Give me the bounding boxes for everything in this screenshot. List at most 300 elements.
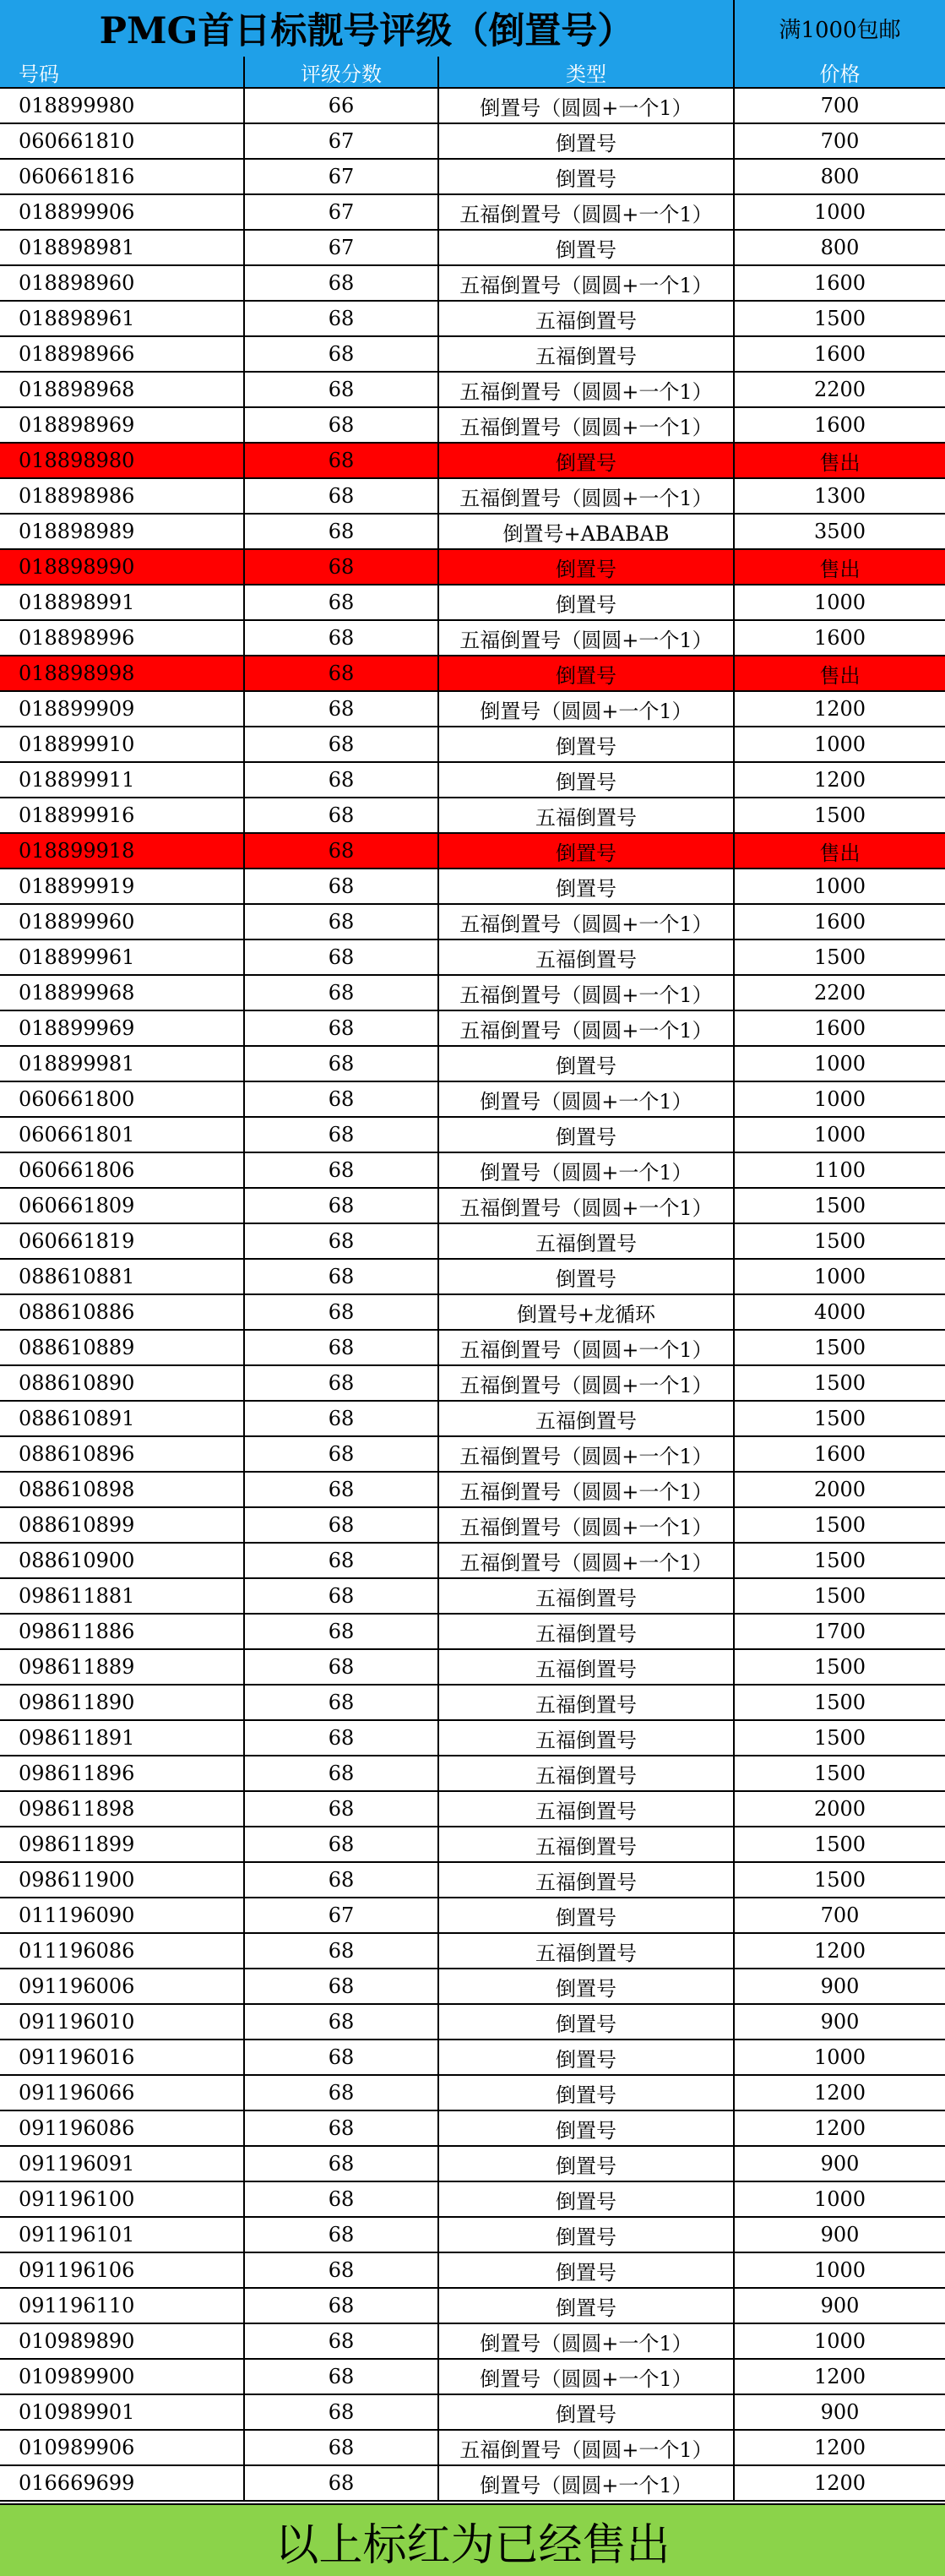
cell-price: 800 — [735, 160, 945, 195]
cell-type: 五福倒置号 — [439, 1756, 735, 1792]
cell-type: 倒置号 — [439, 1898, 735, 1934]
cell-type: 五福倒置号 — [439, 940, 735, 976]
footer-note: 以上标红为已经售出 — [0, 2503, 945, 2576]
cell-number: 011196090 — [0, 1898, 245, 1934]
cell-type: 倒置号 — [439, 2040, 735, 2076]
table-row — [0, 763, 945, 798]
table-row — [0, 160, 945, 195]
cell-number: 088610891 — [0, 1402, 245, 1437]
table-row — [0, 231, 945, 266]
cell-type: 倒置号 — [439, 2111, 735, 2147]
table-row — [0, 2253, 945, 2289]
cell-number: 018898980 — [0, 444, 245, 479]
cell-type: 倒置号 — [439, 869, 735, 905]
table-row — [0, 727, 945, 763]
cell-number: 091196006 — [0, 1969, 245, 2005]
cell-type: 倒置号（圆圆+一个1） — [439, 2466, 735, 2502]
cell-score: 68 — [245, 1792, 439, 1827]
cell-price: 1600 — [735, 266, 945, 302]
cell-type: 倒置号 — [439, 1047, 735, 1082]
cell-price: 900 — [735, 2289, 945, 2324]
cell-type: 倒置号 — [439, 2076, 735, 2111]
cell-score: 68 — [245, 1934, 439, 1969]
cell-score: 68 — [245, 1224, 439, 1260]
cell-number: 018899960 — [0, 905, 245, 940]
cell-type: 五福倒置号 — [439, 1686, 735, 1721]
cell-score: 68 — [245, 1295, 439, 1331]
cell-price: 1500 — [735, 1721, 945, 1756]
cell-price: 1500 — [735, 302, 945, 337]
cell-price: 售出 — [735, 656, 945, 692]
cell-price: 1500 — [735, 1579, 945, 1615]
cell-number: 088610890 — [0, 1366, 245, 1402]
cell-price: 1500 — [735, 1650, 945, 1686]
cell-type: 五福倒置号 — [439, 1863, 735, 1898]
cell-price: 1200 — [735, 2111, 945, 2147]
cell-number: 010989906 — [0, 2431, 245, 2466]
cell-type: 五福倒置号（圆圆+一个1） — [439, 195, 735, 231]
table-row — [0, 550, 945, 585]
cell-number: 018899910 — [0, 727, 245, 763]
cell-type: 倒置号+龙循环 — [439, 1295, 735, 1331]
cell-type: 五福倒置号 — [439, 1934, 735, 1969]
table-row — [0, 1189, 945, 1224]
cell-type: 倒置号 — [439, 444, 735, 479]
header-number: 号码 — [0, 57, 245, 89]
table-row — [0, 1473, 945, 1508]
cell-type: 五福倒置号（圆圆+一个1） — [439, 1011, 735, 1047]
cell-type: 倒置号（圆圆+一个1） — [439, 1153, 735, 1189]
cell-type: 五福倒置号 — [439, 1579, 735, 1615]
page-title: PMG首日标靓号评级（倒置号） — [0, 0, 735, 57]
cell-number: 018898991 — [0, 585, 245, 621]
table-row — [0, 2466, 945, 2502]
cell-price: 1500 — [735, 1366, 945, 1402]
cell-type: 五福倒置号（圆圆+一个1） — [439, 1544, 735, 1579]
cell-number: 010989890 — [0, 2324, 245, 2360]
cell-price: 2000 — [735, 1473, 945, 1508]
table-row — [0, 2111, 945, 2147]
cell-price: 1600 — [735, 1437, 945, 1473]
cell-price: 1000 — [735, 2253, 945, 2289]
cell-type: 五福倒置号（圆圆+一个1） — [439, 373, 735, 408]
cell-price: 900 — [735, 1969, 945, 2005]
cell-score: 68 — [245, 656, 439, 692]
cell-score: 68 — [245, 940, 439, 976]
cell-price: 1200 — [735, 2360, 945, 2395]
cell-score: 68 — [245, 2395, 439, 2431]
cell-type: 五福倒置号 — [439, 1402, 735, 1437]
table-row — [0, 1686, 945, 1721]
cell-number: 018899968 — [0, 976, 245, 1011]
cell-number: 018898960 — [0, 266, 245, 302]
cell-score: 68 — [245, 2324, 439, 2360]
cell-price: 1500 — [735, 1863, 945, 1898]
table-row — [0, 1437, 945, 1473]
cell-type: 五福倒置号（圆圆+一个1） — [439, 1331, 735, 1366]
cell-price: 1500 — [735, 1224, 945, 1260]
cell-type: 倒置号 — [439, 1969, 735, 2005]
cell-price: 1500 — [735, 940, 945, 976]
cell-number: 060661819 — [0, 1224, 245, 1260]
table-row — [0, 1721, 945, 1756]
table-row — [0, 1615, 945, 1650]
cell-number: 018898989 — [0, 515, 245, 550]
cell-score: 68 — [245, 798, 439, 834]
table-row — [0, 1082, 945, 1118]
cell-type: 倒置号 — [439, 2182, 735, 2218]
table-row — [0, 2076, 945, 2111]
cell-price: 3500 — [735, 515, 945, 550]
table-row — [0, 2005, 945, 2040]
cell-score: 68 — [245, 1118, 439, 1153]
table-row — [0, 195, 945, 231]
cell-type: 五福倒置号（圆圆+一个1） — [439, 1508, 735, 1544]
table-row — [0, 1650, 945, 1686]
table-row — [0, 585, 945, 621]
table-row — [0, 1402, 945, 1437]
cell-number: 091196010 — [0, 2005, 245, 2040]
cell-number: 018898969 — [0, 408, 245, 444]
cell-number: 091196101 — [0, 2218, 245, 2253]
cell-type: 五福倒置号 — [439, 798, 735, 834]
cell-number: 088610881 — [0, 1260, 245, 1295]
cell-price: 1500 — [735, 798, 945, 834]
cell-number: 088610899 — [0, 1508, 245, 1544]
cell-number: 011196086 — [0, 1934, 245, 1969]
cell-number: 018899911 — [0, 763, 245, 798]
cell-type: 倒置号 — [439, 1118, 735, 1153]
cell-number: 060661801 — [0, 1118, 245, 1153]
cell-number: 060661816 — [0, 160, 245, 195]
cell-price: 1000 — [735, 2324, 945, 2360]
cell-score: 68 — [245, 621, 439, 656]
table-row — [0, 2218, 945, 2253]
table-row — [0, 1792, 945, 1827]
cell-type: 倒置号 — [439, 2218, 735, 2253]
cell-price: 1500 — [735, 1827, 945, 1863]
cell-number: 018898968 — [0, 373, 245, 408]
cell-price: 1500 — [735, 1189, 945, 1224]
cell-score: 68 — [245, 444, 439, 479]
table-row — [0, 940, 945, 976]
cell-price: 1200 — [735, 692, 945, 727]
cell-score: 68 — [245, 2289, 439, 2324]
cell-score: 67 — [245, 231, 439, 266]
cell-price: 900 — [735, 2005, 945, 2040]
cell-score: 67 — [245, 124, 439, 160]
cell-score: 68 — [245, 1402, 439, 1437]
cell-price: 2200 — [735, 373, 945, 408]
cell-type: 倒置号（圆圆+一个1） — [439, 2324, 735, 2360]
cell-score: 68 — [245, 550, 439, 585]
cell-score: 68 — [245, 2253, 439, 2289]
cell-price: 700 — [735, 124, 945, 160]
cell-score: 68 — [245, 2360, 439, 2395]
cell-number: 018899909 — [0, 692, 245, 727]
cell-number: 018898996 — [0, 621, 245, 656]
cell-price: 700 — [735, 89, 945, 124]
cell-score: 68 — [245, 2182, 439, 2218]
cell-price: 1000 — [735, 195, 945, 231]
table-row — [0, 2431, 945, 2466]
cell-score: 68 — [245, 2147, 439, 2182]
cell-number: 098611889 — [0, 1650, 245, 1686]
cell-score: 68 — [245, 1473, 439, 1508]
cell-price: 1000 — [735, 1260, 945, 1295]
cell-price: 1500 — [735, 1331, 945, 1366]
cell-score: 68 — [245, 2218, 439, 2253]
cell-score: 68 — [245, 1082, 439, 1118]
cell-score: 68 — [245, 1047, 439, 1082]
cell-score: 68 — [245, 585, 439, 621]
cell-score: 68 — [245, 1437, 439, 1473]
table-row — [0, 337, 945, 373]
cell-price: 700 — [735, 1898, 945, 1934]
cell-type: 倒置号 — [439, 834, 735, 869]
cell-score: 68 — [245, 869, 439, 905]
cell-type: 倒置号 — [439, 2289, 735, 2324]
table-row — [0, 1331, 945, 1366]
cell-score: 68 — [245, 1686, 439, 1721]
cell-price: 1000 — [735, 2182, 945, 2218]
cell-number: 060661806 — [0, 1153, 245, 1189]
cell-number: 091196100 — [0, 2182, 245, 2218]
header-score: 评级分数 — [245, 57, 439, 89]
cell-price: 1000 — [735, 1118, 945, 1153]
table-row — [0, 1969, 945, 2005]
cell-number: 060661809 — [0, 1189, 245, 1224]
cell-type: 五福倒置号 — [439, 1615, 735, 1650]
cell-score: 68 — [245, 1827, 439, 1863]
cell-price: 1200 — [735, 2431, 945, 2466]
cell-score: 68 — [245, 834, 439, 869]
table-row — [0, 444, 945, 479]
table-row — [0, 1863, 945, 1898]
cell-number: 010989901 — [0, 2395, 245, 2431]
table-row — [0, 1366, 945, 1402]
table-row — [0, 479, 945, 515]
promo-note: 满1000包邮 — [779, 18, 901, 43]
cell-score: 68 — [245, 266, 439, 302]
cell-score: 68 — [245, 2466, 439, 2502]
cell-price: 1000 — [735, 1082, 945, 1118]
table-row — [0, 1260, 945, 1295]
table-row — [0, 2147, 945, 2182]
table-row — [0, 1898, 945, 1934]
cell-number: 098611900 — [0, 1863, 245, 1898]
cell-type: 倒置号（圆圆+一个1） — [439, 2360, 735, 2395]
cell-number: 088610898 — [0, 1473, 245, 1508]
cell-score: 68 — [245, 1260, 439, 1295]
cell-price: 售出 — [735, 834, 945, 869]
cell-number: 091196066 — [0, 2076, 245, 2111]
table-row — [0, 656, 945, 692]
table-row — [0, 2289, 945, 2324]
cell-score: 68 — [245, 692, 439, 727]
cell-number: 018899961 — [0, 940, 245, 976]
cell-price: 1500 — [735, 1686, 945, 1721]
table-row — [0, 1224, 945, 1260]
cell-number: 018898990 — [0, 550, 245, 585]
cell-type: 五福倒置号 — [439, 302, 735, 337]
cell-number: 018899919 — [0, 869, 245, 905]
cell-score: 68 — [245, 1756, 439, 1792]
cell-number: 010989900 — [0, 2360, 245, 2395]
cell-price: 900 — [735, 2395, 945, 2431]
cell-score: 68 — [245, 1579, 439, 1615]
cell-price: 800 — [735, 231, 945, 266]
cell-number: 018898986 — [0, 479, 245, 515]
cell-type: 倒置号（圆圆+一个1） — [439, 692, 735, 727]
cell-price: 1000 — [735, 1047, 945, 1082]
title-bar — [0, 0, 945, 57]
cell-score: 68 — [245, 1721, 439, 1756]
table-row — [0, 1508, 945, 1544]
table-row — [0, 515, 945, 550]
cell-score: 67 — [245, 160, 439, 195]
cell-price: 1100 — [735, 1153, 945, 1189]
cell-number: 018899906 — [0, 195, 245, 231]
cell-type: 倒置号+ABABAB — [439, 515, 735, 550]
cell-number: 091196086 — [0, 2111, 245, 2147]
cell-number: 018899980 — [0, 89, 245, 124]
cell-score: 68 — [245, 2076, 439, 2111]
cell-type: 五福倒置号（圆圆+一个1） — [439, 2431, 735, 2466]
cell-type: 五福倒置号（圆圆+一个1） — [439, 1437, 735, 1473]
cell-score: 68 — [245, 976, 439, 1011]
cell-type: 倒置号 — [439, 763, 735, 798]
cell-score: 68 — [245, 763, 439, 798]
cell-score: 68 — [245, 479, 439, 515]
cell-price: 1500 — [735, 1402, 945, 1437]
cell-type: 倒置号 — [439, 1260, 735, 1295]
cell-type: 倒置号 — [439, 656, 735, 692]
cell-price: 1500 — [735, 1508, 945, 1544]
cell-type: 倒置号 — [439, 2253, 735, 2289]
cell-type: 五福倒置号 — [439, 337, 735, 373]
cell-price: 1200 — [735, 763, 945, 798]
table-row — [0, 1295, 945, 1331]
cell-price: 1500 — [735, 1756, 945, 1792]
cell-score: 68 — [245, 727, 439, 763]
cell-number: 060661810 — [0, 124, 245, 160]
cell-number: 018899981 — [0, 1047, 245, 1082]
cell-type: 五福倒置号（圆圆+一个1） — [439, 408, 735, 444]
cell-score: 68 — [245, 1011, 439, 1047]
cell-type: 五福倒置号（圆圆+一个1） — [439, 976, 735, 1011]
cell-price: 900 — [735, 2218, 945, 2253]
cell-type: 五福倒置号（圆圆+一个1） — [439, 1189, 735, 1224]
table-row — [0, 1011, 945, 1047]
table-row — [0, 869, 945, 905]
cell-type: 倒置号（圆圆+一个1） — [439, 1082, 735, 1118]
header-type: 类型 — [439, 57, 735, 89]
cell-price: 1200 — [735, 2466, 945, 2502]
cell-price: 1200 — [735, 2076, 945, 2111]
table-row — [0, 266, 945, 302]
cell-type: 倒置号 — [439, 585, 735, 621]
cell-type: 倒置号 — [439, 124, 735, 160]
table-row — [0, 1579, 945, 1615]
cell-number: 091196091 — [0, 2147, 245, 2182]
cell-type: 五福倒置号 — [439, 1792, 735, 1827]
header-price: 价格 — [735, 57, 945, 89]
cell-score: 68 — [245, 2005, 439, 2040]
cell-score: 68 — [245, 1650, 439, 1686]
cell-price: 900 — [735, 2147, 945, 2182]
table-row — [0, 373, 945, 408]
cell-score: 68 — [245, 408, 439, 444]
cell-number: 098611886 — [0, 1615, 245, 1650]
cell-score: 68 — [245, 1544, 439, 1579]
table-row — [0, 89, 945, 124]
table-row — [0, 2182, 945, 2218]
cell-number: 088610889 — [0, 1331, 245, 1366]
cell-price: 1600 — [735, 408, 945, 444]
cell-number: 088610896 — [0, 1437, 245, 1473]
table-row — [0, 302, 945, 337]
cell-price: 1000 — [735, 727, 945, 763]
table-row — [0, 905, 945, 940]
cell-type: 五福倒置号 — [439, 1827, 735, 1863]
cell-price: 1700 — [735, 1615, 945, 1650]
cell-price: 1000 — [735, 869, 945, 905]
cell-number: 018898998 — [0, 656, 245, 692]
cell-number: 018899969 — [0, 1011, 245, 1047]
cell-type: 倒置号 — [439, 550, 735, 585]
cell-price: 1500 — [735, 1544, 945, 1579]
table-row — [0, 1934, 945, 1969]
cell-price: 1000 — [735, 2040, 945, 2076]
cell-number: 091196110 — [0, 2289, 245, 2324]
cell-score: 68 — [245, 1508, 439, 1544]
cell-type: 倒置号 — [439, 2147, 735, 2182]
cell-score: 68 — [245, 2431, 439, 2466]
cell-price: 2000 — [735, 1792, 945, 1827]
cell-price: 2200 — [735, 976, 945, 1011]
cell-price: 售出 — [735, 550, 945, 585]
table-row — [0, 1756, 945, 1792]
cell-price: 1600 — [735, 337, 945, 373]
cell-type: 倒置号 — [439, 2005, 735, 2040]
cell-score: 66 — [245, 89, 439, 124]
cell-type: 倒置号（圆圆+一个1） — [439, 89, 735, 124]
cell-price: 4000 — [735, 1295, 945, 1331]
cell-number: 018898981 — [0, 231, 245, 266]
cell-type: 倒置号 — [439, 231, 735, 266]
cell-type: 倒置号 — [439, 727, 735, 763]
table-row — [0, 1153, 945, 1189]
cell-score: 68 — [245, 1331, 439, 1366]
cell-score: 68 — [245, 515, 439, 550]
cell-score: 68 — [245, 2040, 439, 2076]
cell-number: 018899918 — [0, 834, 245, 869]
cell-price: 1600 — [735, 621, 945, 656]
cell-number: 098611890 — [0, 1686, 245, 1721]
cell-score: 68 — [245, 1366, 439, 1402]
cell-price: 1300 — [735, 479, 945, 515]
cell-number: 098611891 — [0, 1721, 245, 1756]
cell-score: 68 — [245, 302, 439, 337]
cell-score: 68 — [245, 2111, 439, 2147]
cell-score: 68 — [245, 373, 439, 408]
cell-score: 67 — [245, 1898, 439, 1934]
table-row — [0, 621, 945, 656]
cell-score: 68 — [245, 1863, 439, 1898]
cell-price: 1000 — [735, 585, 945, 621]
cell-type: 倒置号 — [439, 2395, 735, 2431]
